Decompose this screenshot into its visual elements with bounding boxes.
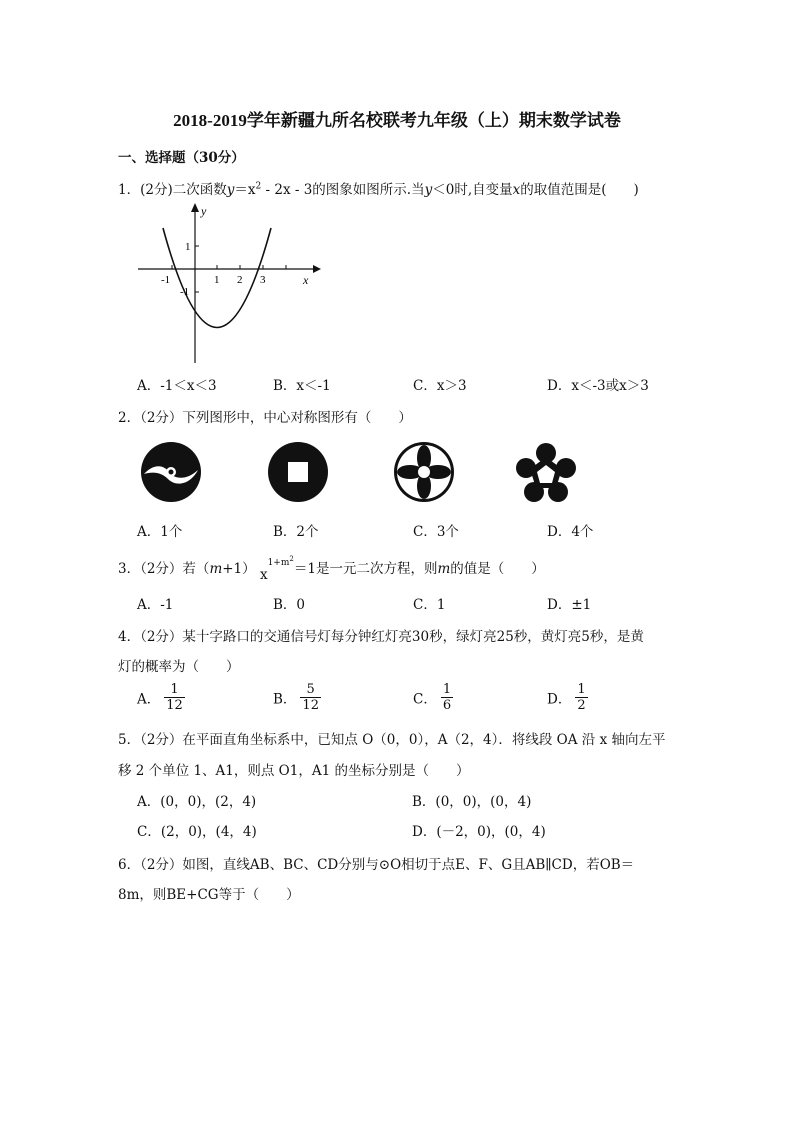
fraction: $\frac{1}{12}$ (166, 682, 183, 713)
q1-option-b[interactable]: B．x＜-1 (273, 378, 331, 394)
tick-label-neg1: -1 (161, 274, 171, 286)
tick-label-3: 3 (260, 274, 266, 286)
question-4-line-2: 灯的概率为（ ） (118, 659, 240, 675)
x-axis-label: x (303, 273, 309, 287)
tick-label-1: 1 (214, 274, 220, 286)
q1-option-d[interactable]: D．x＜-3或x＞3 (547, 378, 649, 394)
q5-option-a[interactable]: A．(0，0)，(2，4) (137, 794, 257, 810)
question-6-line-1: 6．（2分）如图，直线AB、BC、CD分别与⊙O相切于点E、F、G且AB∥CD，若OB＝ (118, 857, 635, 873)
q1-option-c[interactable]: C．x＞3 (413, 378, 467, 394)
question-5-line-1: 5．（2分）在平面直角坐标系中，已知点 O（0，0），A（2，4）．将线段 OA 沿 x 轴向左平 (118, 732, 666, 748)
question-2-text: 2．（2分）下列图形中，中心对称图形有（ ） (118, 410, 412, 426)
q3-option-c[interactable]: C．1 (413, 597, 446, 613)
q2-option-c[interactable]: C．3个 (413, 524, 459, 540)
question-6-line-2: 8m，则BE+CG等于（ ） (118, 887, 300, 903)
q5-option-c[interactable]: C．(2，0)，(4，4) (137, 824, 257, 840)
tick-label-yneg1: -1 (180, 286, 190, 298)
q4-option-a[interactable]: A． $\frac{1}{12}$ (137, 682, 183, 713)
question-1-text: 1．(2分)二次函数$y=x^2 - 2x - 3$的图象如图所示.当y＜0时,自变量x的取值范围是( ) (118, 181, 639, 198)
q1-option-a[interactable]: A．-1＜x＜3 (137, 378, 217, 394)
question-3-text: 3．（2分）若（m+1） $x^{1+m^2}=1$是一元二次方程，则m的值是（ ） (118, 554, 545, 583)
page-title: 2018-2019学年新疆九所名校联考九年级（上）期末数学试卷 (173, 111, 621, 130)
y-axis-label: y (201, 204, 207, 218)
shape-coin-square (267, 441, 329, 503)
q5-option-d[interactable]: D．(－2，0)，(0，4) (412, 824, 546, 840)
q3-option-a[interactable]: A．-1 (137, 597, 174, 613)
fraction: $\frac{5}{12}$ (302, 682, 319, 713)
section-heading: 一、选择题（30分） (118, 150, 245, 166)
fraction: $\frac{1}{6}$ (442, 682, 452, 713)
q2-option-a[interactable]: A．1个 (137, 524, 183, 540)
question-4-line-1: 4．（2分）某十字路口的交通信号灯每分钟红灯亮30秒，绿灯亮25秒，黄灯亮5秒，是黄 (118, 629, 644, 645)
tick-label-y1: 1 (185, 241, 191, 253)
shape-four-petal (393, 441, 455, 503)
q4-option-b[interactable]: B． $\frac{5}{12}$ (273, 682, 319, 713)
fraction: $\frac{1}{2}$ (577, 682, 586, 713)
q2-option-d[interactable]: D．4个 (547, 524, 594, 540)
q4-option-d[interactable]: D． $\frac{1}{2}$ (547, 682, 586, 713)
question-5-line-2: 移 2 个单位 1、A1，则点 O1，A1 的坐标分别是（ ） (118, 763, 470, 779)
tick-label-2: 2 (237, 274, 243, 286)
parabola-graph (135, 200, 325, 368)
q3-option-b[interactable]: B．0 (273, 597, 306, 613)
q2-option-b[interactable]: B．2个 (273, 524, 319, 540)
shape-yin-swirl (140, 441, 202, 503)
q5-option-b[interactable]: B．(0，0)，(0，4) (412, 794, 532, 810)
q3-option-d[interactable]: D．±1 (547, 597, 592, 613)
q4-option-c[interactable]: C． $\frac{1}{6}$ (413, 682, 452, 713)
shape-pentagon-flower (515, 443, 577, 505)
